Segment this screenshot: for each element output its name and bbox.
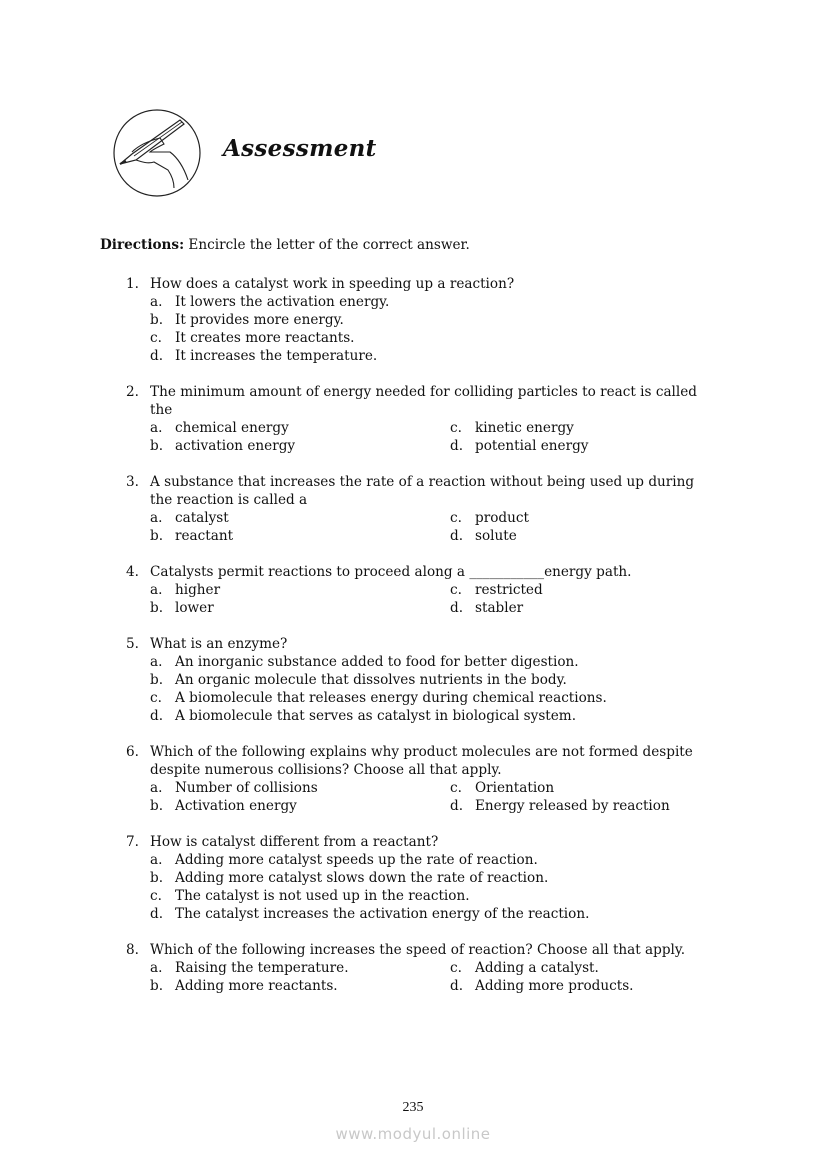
- option-letter: b.: [150, 870, 164, 886]
- answer-option[interactable]: [150, 581, 450, 599]
- option-letter: b.: [150, 600, 164, 616]
- directions-text: Encircle the letter of the correct answer.: [184, 237, 470, 253]
- options: [150, 293, 736, 365]
- option-letter: b.: [150, 978, 164, 994]
- answer-option[interactable]: [150, 797, 450, 815]
- options: [150, 959, 736, 995]
- option-text: The catalyst increases the activation energy of the reaction.: [175, 906, 590, 922]
- question-number: 4.: [126, 564, 139, 580]
- answer-option[interactable]: [150, 689, 750, 707]
- option-text: The catalyst is not used up in the reaction.: [175, 888, 470, 904]
- answer-option[interactable]: [450, 437, 750, 455]
- option-text: An inorganic substance added to food for better digestion.: [175, 654, 579, 670]
- answer-option[interactable]: [150, 419, 450, 437]
- option-text: stabler: [475, 600, 524, 616]
- option-letter: c.: [450, 510, 462, 526]
- option-letter: d.: [450, 600, 464, 616]
- options: [150, 851, 736, 923]
- answer-option[interactable]: [150, 779, 450, 797]
- option-letter: a.: [150, 294, 163, 310]
- question-text: What is an enzyme?: [150, 636, 288, 652]
- options: [150, 653, 736, 725]
- option-text: An organic molecule that dissolves nutrients in the body.: [175, 672, 567, 688]
- option-text: lower: [175, 600, 214, 616]
- question-item: [126, 635, 736, 725]
- option-text: kinetic energy: [475, 420, 574, 436]
- question-text: despite numerous collisions? Choose all that apply.: [150, 762, 502, 778]
- question-number: 8.: [126, 942, 139, 958]
- option-letter: c.: [450, 582, 462, 598]
- question-number: 6.: [126, 744, 139, 760]
- option-text: reactant: [175, 528, 234, 544]
- question-number: 2.: [126, 384, 139, 400]
- question-item: [126, 743, 736, 815]
- question-item: [126, 383, 736, 455]
- option-letter: a.: [150, 510, 163, 526]
- option-text: Orientation: [475, 780, 555, 796]
- option-letter: d.: [450, 798, 464, 814]
- option-text: It creates more reactants.: [175, 330, 355, 346]
- option-letter: a.: [150, 582, 163, 598]
- option-text: It increases the temperature.: [175, 348, 378, 364]
- answer-option[interactable]: [150, 293, 750, 311]
- answer-option[interactable]: [150, 959, 450, 977]
- answer-option[interactable]: [150, 707, 750, 725]
- options: [150, 509, 736, 545]
- answer-option[interactable]: [150, 653, 750, 671]
- hand-writing-icon: [112, 108, 202, 198]
- option-letter: a.: [150, 654, 163, 670]
- answer-option[interactable]: [450, 419, 750, 437]
- option-letter: a.: [150, 852, 163, 868]
- question-text: How does a catalyst work in speeding up a reaction?: [150, 276, 515, 292]
- answer-option[interactable]: [150, 347, 750, 365]
- option-text: solute: [475, 528, 517, 544]
- answer-option[interactable]: [150, 437, 450, 455]
- question-number: 3.: [126, 474, 139, 490]
- answer-option[interactable]: [150, 887, 750, 905]
- question-number: 1.: [126, 276, 139, 292]
- question-item: [126, 473, 736, 545]
- option-text: Number of collisions: [175, 780, 318, 796]
- option-letter: d.: [150, 348, 164, 364]
- question-text: the reaction is called a: [150, 492, 308, 508]
- answer-option[interactable]: [450, 527, 750, 545]
- option-text: higher: [175, 582, 221, 598]
- answer-option[interactable]: [450, 509, 750, 527]
- question-number: 7.: [126, 834, 139, 850]
- option-text: Activation energy: [175, 798, 297, 814]
- directions-label: Directions:: [100, 237, 185, 253]
- option-letter: c.: [150, 330, 162, 346]
- question-text: How is catalyst different from a reactant?: [150, 834, 439, 850]
- option-letter: c.: [150, 690, 162, 706]
- option-letter: d.: [450, 438, 464, 454]
- option-letter: c.: [450, 780, 462, 796]
- option-letter: b.: [150, 438, 164, 454]
- option-text: Energy released by reaction: [475, 798, 670, 814]
- option-letter: b.: [150, 672, 164, 688]
- answer-option[interactable]: [150, 977, 450, 995]
- option-letter: d.: [450, 978, 464, 994]
- option-letter: d.: [450, 528, 464, 544]
- answer-option[interactable]: [450, 977, 750, 995]
- options: [150, 779, 736, 815]
- option-letter: c.: [450, 420, 462, 436]
- page-number: 235: [402, 1100, 424, 1115]
- answer-option[interactable]: [150, 671, 750, 689]
- question-text: the: [150, 402, 173, 418]
- option-text: activation energy: [175, 438, 296, 454]
- option-letter: a.: [150, 420, 163, 436]
- options: [150, 419, 736, 455]
- option-text: catalyst: [175, 510, 229, 526]
- answer-option[interactable]: [150, 851, 750, 869]
- option-letter: d.: [150, 906, 164, 922]
- option-text: chemical energy: [175, 420, 289, 436]
- option-text: Adding a catalyst.: [475, 960, 599, 976]
- option-letter: b.: [150, 312, 164, 328]
- directions: [100, 236, 470, 254]
- question-item: [126, 563, 736, 617]
- question-text: The minimum amount of energy needed for colliding particles to react is called: [150, 384, 697, 400]
- question-item: [126, 833, 736, 923]
- question-list: [126, 275, 736, 1013]
- question-item: [126, 275, 736, 365]
- option-text: A biomolecule that releases energy during chemical reactions.: [175, 690, 607, 706]
- option-letter: b.: [150, 798, 164, 814]
- page-title: Assessment: [223, 135, 377, 162]
- option-letter: a.: [150, 780, 163, 796]
- option-text: Raising the temperature.: [175, 960, 349, 976]
- option-letter: b.: [150, 528, 164, 544]
- option-text: A biomolecule that serves as catalyst in biological system.: [175, 708, 577, 724]
- question-text: A substance that increases the rate of a reaction without being used up during: [150, 474, 695, 490]
- option-letter: a.: [150, 960, 163, 976]
- answer-option[interactable]: [150, 509, 450, 527]
- answer-option[interactable]: [450, 599, 750, 617]
- option-text: potential energy: [475, 438, 589, 454]
- option-letter: c.: [150, 888, 162, 904]
- options: [150, 581, 736, 617]
- answer-option[interactable]: [150, 527, 450, 545]
- option-text: Adding more catalyst slows down the rate of reaction.: [175, 870, 549, 886]
- question-item: [126, 941, 736, 995]
- option-text: It lowers the activation energy.: [175, 294, 390, 310]
- option-letter: d.: [150, 708, 164, 724]
- option-text: It provides more energy.: [175, 312, 344, 328]
- answer-option[interactable]: [150, 905, 750, 923]
- question-text: Which of the following explains why product molecules are not formed despite: [150, 744, 693, 760]
- answer-option[interactable]: [150, 311, 750, 329]
- answer-option[interactable]: [150, 329, 750, 347]
- option-letter: c.: [450, 960, 462, 976]
- answer-option[interactable]: [450, 779, 750, 797]
- option-text: Adding more products.: [475, 978, 634, 994]
- answer-option[interactable]: [450, 581, 750, 599]
- answer-option[interactable]: [150, 599, 450, 617]
- option-text: restricted: [475, 582, 543, 598]
- answer-option[interactable]: [150, 869, 750, 887]
- question-number: 5.: [126, 636, 139, 652]
- answer-option[interactable]: [450, 797, 750, 815]
- option-text: Adding more reactants.: [175, 978, 338, 994]
- option-text: product: [475, 510, 529, 526]
- option-text: Adding more catalyst speeds up the rate of reaction.: [175, 852, 538, 868]
- question-text: Catalysts permit reactions to proceed along a ___________energy path.: [150, 564, 632, 580]
- watermark: www.modyul.online: [335, 1125, 491, 1143]
- answer-option[interactable]: [450, 959, 750, 977]
- question-text: Which of the following increases the speed of reaction? Choose all that apply.: [150, 942, 686, 958]
